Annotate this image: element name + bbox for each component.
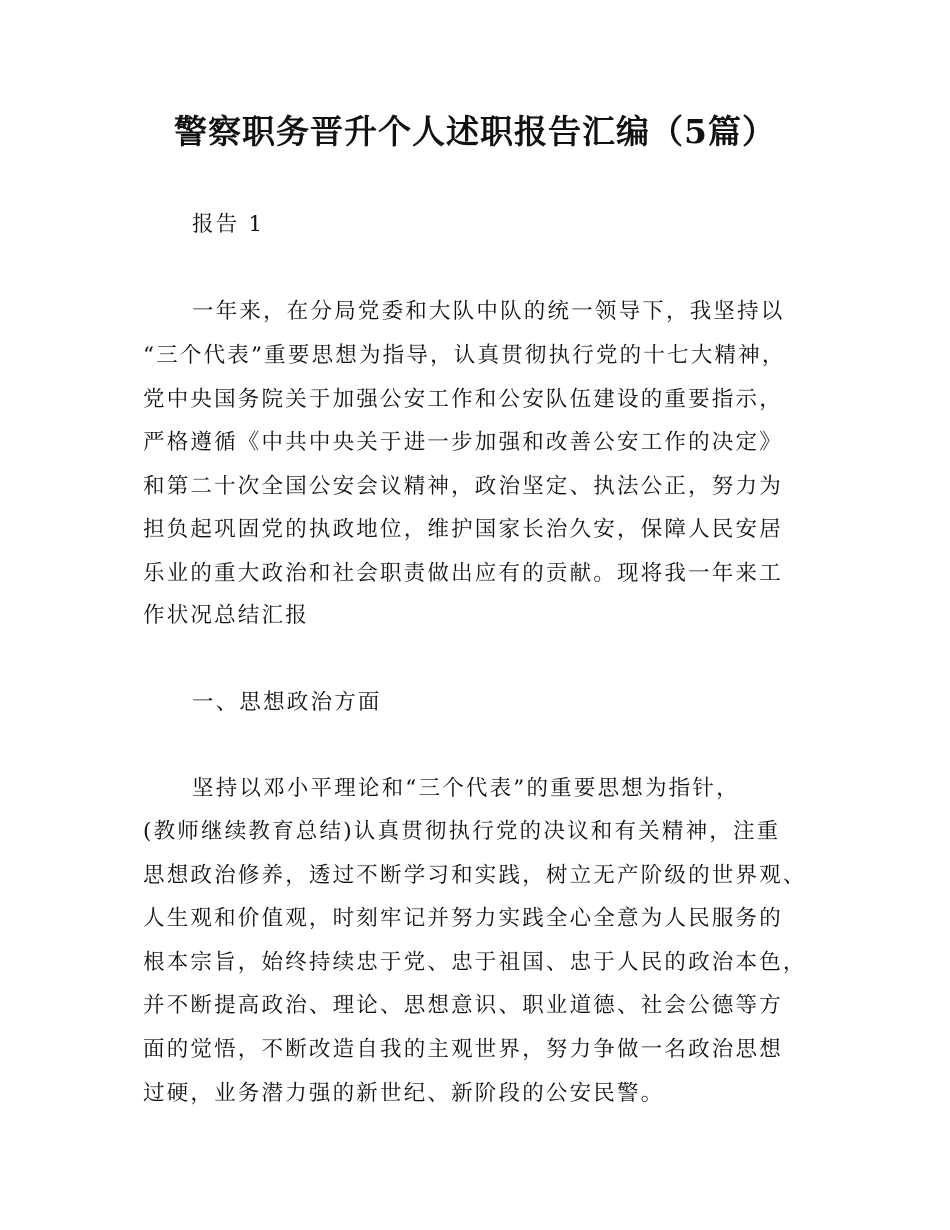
paragraph1-line: 党中央国务院关于加强公安工作和公安队伍建设的重要指示， — [143, 387, 783, 412]
paragraph2-line: 人生观和价值观，时刻牢记并努力实践全心全意为人民服务的 — [143, 906, 783, 931]
paragraph2-line: 面的觉悟，不断改造自我的主观世界，努力争做一名政治思想 — [143, 1037, 783, 1062]
paragraph2-line: (教师继续教育总结)认真贯彻执行党的决议和有关精神，注重 — [143, 819, 781, 844]
paragraph1-line: “三个代表”重要思想为指导，认真贯彻执行党的十七大精神， — [143, 343, 786, 368]
document-title: 警察职务晋升个人述职报告汇编（5篇） — [174, 112, 776, 151]
paragraph2-line: 根本宗旨，始终持续忠于党、忠于祖国、忠于人民的政治本色， — [143, 950, 807, 975]
paragraph1-line: 担负起巩固党的执政地位，维护国家长治久安，保障人民安居 — [143, 517, 783, 542]
paragraph1-line: 一年来，在分局党委和大队中队的统一领导下，我坚持以 — [192, 299, 785, 324]
paragraph1-line: 严格遵循《中共中央关于进一步加强和改善公安工作的决定》 — [143, 430, 783, 455]
paragraph2-line: 并不断提高政治、理论、思想意识、职业道德、社会公德等方 — [143, 993, 783, 1018]
paragraph2-line: 思想政治修养，透过不断学习和实践，树立无产阶级的世界观、 — [143, 863, 807, 888]
section-heading: 一、思想政治方面 — [192, 690, 382, 715]
paragraph1-line: 作状况总结汇报 — [143, 603, 309, 628]
paragraph2-line: 过硬，业务潜力强的新世纪、新阶段的公安民警。 — [143, 1081, 665, 1106]
paragraph1-line: 乐业的重大政治和社会职责做出应有的贡献。现将我一年来工 — [143, 561, 783, 586]
paragraph1-line: 和第二十次全国公安会议精神，政治坚定、执法公正，努力为 — [143, 474, 783, 499]
report-label: 报告 1 — [192, 212, 265, 237]
paragraph2-line: 坚持以邓小平理论和“三个代表”的重要思想为指针， — [192, 776, 740, 801]
